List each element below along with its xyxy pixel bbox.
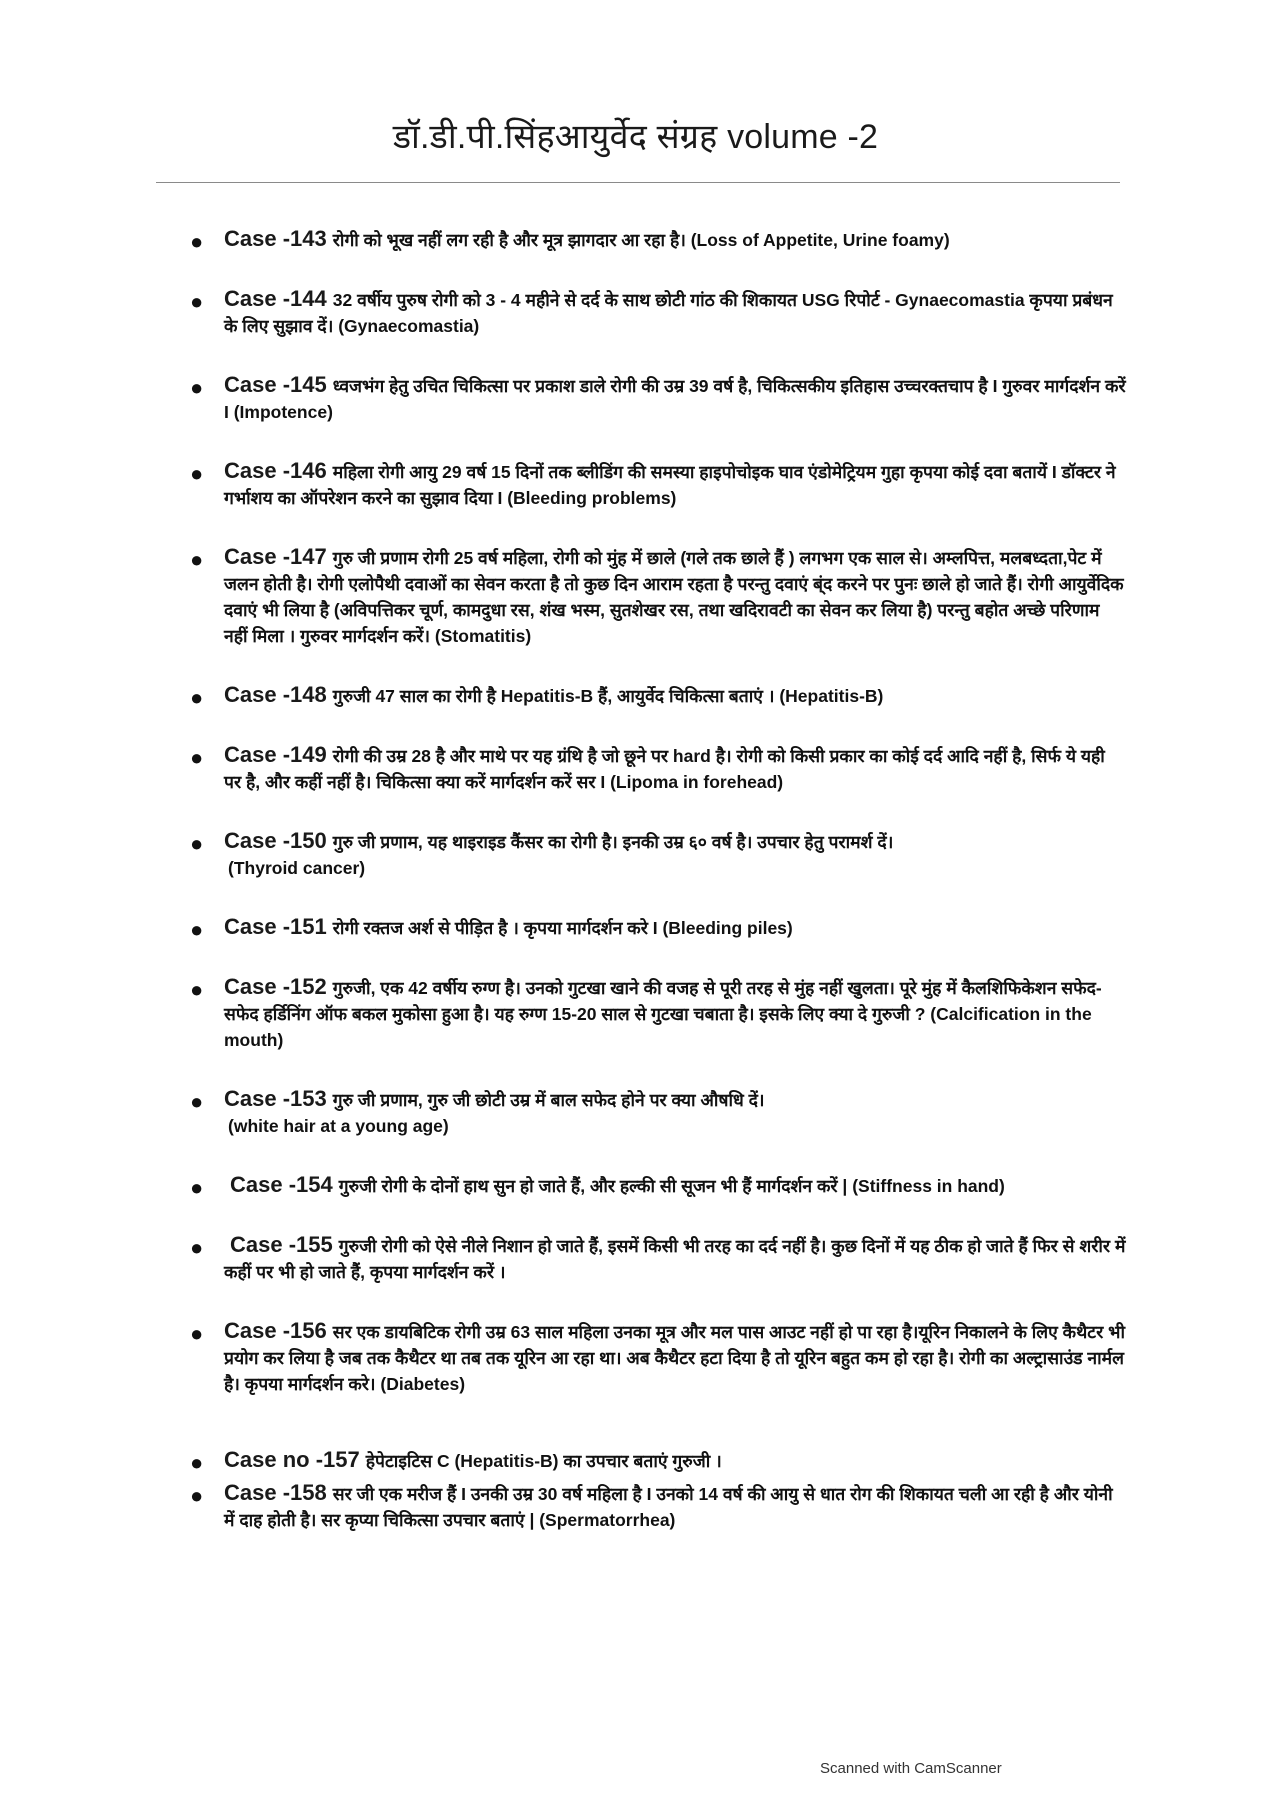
case-item — [186, 1232, 1126, 1285]
case-label: Case -150 — [224, 828, 327, 853]
case-text: रोगी रक्तज अर्श से पीड़ित है । कृपया मार्गदर्शन करे I (Bleeding piles) — [332, 918, 793, 938]
case-item — [186, 974, 1126, 1053]
case-label: Case -146 — [224, 458, 327, 483]
bullet-icon: ● — [190, 375, 204, 400]
case-item — [186, 742, 1126, 795]
case-text: ध्वजभंग हेतु उचित चिकित्सा पर प्रकाश डाले रोगी की उम्र 39 वर्ष है, चिकित्सकीय इतिहास उच्चरक्तचाप है I गुरुवर मार्गदर्शन करें I (Impotence) — [224, 376, 1126, 422]
case-text: गुरु जी प्रणाम, गुरु जी छोटी उम्र में बाल सफेद होने पर क्या औषधि दें। — [332, 1090, 765, 1110]
case-text: महिला रोगी आयु 29 वर्ष 15 दिनों तक ब्लीडिंग की समस्या हाइपोचोइक घाव एंडोमेट्रियम गुहा कृपया कोई दवा बतायें I डॉक्टर ने गर्भाशय का ऑपरेशन करने का सुझाव दिया I (Bleeding problems) — [224, 462, 1116, 508]
bullet-icon: ● — [190, 1235, 204, 1260]
case-label: Case no -157 — [224, 1447, 360, 1472]
case-item — [186, 458, 1126, 511]
bullet-icon: ● — [190, 461, 204, 486]
case-item — [186, 372, 1126, 425]
case-text: गुरुजी रोगी को ऐसे नीले निशान हो जाते हैं, इसमें किसी भी तरह का दर्द नहीं है। कुछ दिनों में यह ठीक हो जाते हैं फिर से शरीर में कहीं पर भी हो जाते हैं, कृपया मार्गदर्शन करें । — [224, 1236, 1126, 1282]
scanner-watermark: Scanned with CamScanner — [820, 1760, 1002, 1777]
case-item — [186, 1086, 1126, 1139]
case-label: Case -143 — [224, 226, 327, 251]
bullet-icon: ● — [190, 547, 204, 572]
case-text: रोगी की उम्र 28 है और माथे पर यह ग्रंथि है जो छूने पर hard है। रोगी को किसी प्रकार का कोई दर्द आदि नहीं है, सिर्फ ये यही पर है, और कहीं नहीं है। चिकित्सा क्या करें मार्गदर्शन करें सर I (Lipoma in forehead) — [224, 746, 1105, 792]
case-item — [186, 914, 1126, 941]
case-text: हेपेटाइटिस C (Hepatitis-B) का उपचार बताएं गुरुजी । — [365, 1451, 722, 1471]
bullet-icon: ● — [190, 1450, 204, 1475]
case-text: सर एक डायबिटिक रोगी उम्र 63 साल महिला उनका मूत्र और मल पास आउट नहीं हो पा रहा है।यूरिन निकालने के लिए कैथैटर भी प्रयोग कर लिया है जब तक कैथैटर था तब तक यूरिन आ रहा था। अब कैथैटर हटा दिया है तो यूरिन बहुत कम हो रहा है। रोगी का अल्ट्रासाउंड नार्मल है। कृपया मार्गदर्शन करे। (Diabetes) — [224, 1322, 1125, 1394]
case-label: Case -145 — [224, 372, 327, 397]
case-text: 32 वर्षीय पुरुष रोगी को 3 - 4 महीने से दर्द के साथ छोटी गांठ की शिकायत USG रिपोर्ट - Gynaecomastia कृपया प्रबंधन के लिए सुझाव दें। (Gynaecomastia) — [224, 290, 1113, 336]
bullet-icon: ● — [190, 229, 204, 254]
page-title: डॉ.डी.पी.सिंहआयुर्वेद संग्रह volume -2 — [392, 118, 879, 156]
case-item — [186, 828, 1126, 881]
case-item — [186, 1480, 1126, 1533]
bullet-icon: ● — [190, 1175, 204, 1200]
bullet-icon: ● — [190, 289, 204, 314]
case-label: Case -149 — [224, 742, 327, 767]
bullet-icon: ● — [190, 831, 204, 856]
case-list — [186, 226, 1126, 1566]
case-label: Case -148 — [224, 682, 327, 707]
bullet-icon: ● — [190, 1321, 204, 1346]
bullet-icon: ● — [190, 977, 204, 1002]
bullet-icon: ● — [190, 917, 204, 942]
case-item — [186, 1447, 1126, 1474]
case-item — [186, 226, 1126, 253]
case-item — [186, 286, 1126, 339]
bullet-icon: ● — [190, 1483, 204, 1508]
case-text: रोगी को भूख नहीं लग रही है और मूत्र झागदार आ रहा है। (Loss of Appetite, Urine foamy) — [332, 230, 950, 250]
case-subtext: (white hair at a young age) — [228, 1116, 449, 1136]
case-label: Case -151 — [224, 914, 327, 939]
bullet-icon: ● — [190, 1089, 204, 1114]
bullet-icon: ● — [190, 745, 204, 770]
case-text: सर जी एक मरीज हैं I उनकी उम्र 30 वर्ष महिला है I उनको 14 वर्ष की आयु से धात रोग की शिकायत चली आ रही है और योनी में दाह होती है। सर कृप्या चिकित्सा उपचार बताएं | (Spermatorrhea) — [224, 1484, 1113, 1530]
case-label: Case -158 — [224, 1480, 327, 1505]
case-item — [186, 544, 1126, 649]
case-text: गुरुजी, एक 42 वर्षीय रुग्ण है। उनको गुटखा खाने की वजह से पूरी तरह से मुंह नहीं खुलता। पूरे मुंह में कैलशिफिकेशन सफेद-सफेद हर्डिनिंग ऑफ बकल मुकोसा हुआ है। यह रुग्ण 15-20 साल से गुटखा चबाता है। इसके लिए क्या दे गुरुजी ? (Calcification in the mouth) — [224, 978, 1102, 1050]
case-label: Case -156 — [224, 1318, 327, 1343]
bullet-icon: ● — [190, 685, 204, 710]
title-divider — [156, 182, 1120, 183]
case-item — [186, 1318, 1126, 1397]
case-label: Case -154 — [230, 1172, 333, 1197]
case-subtext: (Thyroid cancer) — [228, 858, 366, 878]
case-label: Case -147 — [224, 544, 327, 569]
case-text: गुरुजी रोगी के दोनों हाथ सुन हो जाते हैं, और हल्की सी सूजन भी हैं मार्गदर्शन करें | (Stiffness in hand) — [338, 1176, 1005, 1196]
case-item — [186, 1172, 1126, 1199]
case-label: Case -144 — [224, 286, 327, 311]
case-text: गुरु जी प्रणाम रोगी 25 वर्ष महिला, रोगी को मुंह में छाले (गले तक छाले हैं ) लगभग एक साल से। अम्लपित्त, मलबध्दता,पेट में जलन होती है। रोगी एलोपैथी दवाओं का सेवन करता है तो कुछ दिन आराम रहता है परन्तु दवाएं ब्ंद करने पर पुनः छाले हो जाते हैं। रोगी आयुर्वेदिक दवाएं भी लिया है (अविपत्तिकर चूर्ण, कामदुधा रस, शंख भस्म, सुतशेखर रस, तथा खदिरावटी का सेवन कर लिया है) परन्तु बहोत अच्छे परिणाम नहीं मिला । गुरुवर मार्गदर्शन करें। (Stomatitis) — [224, 548, 1124, 646]
case-label: Case -155 — [230, 1232, 333, 1257]
case-label: Case -152 — [224, 974, 327, 999]
case-text: गुरुजी 47 साल का रोगी है Hepatitis-B हैं, आयुर्वेद चिकित्सा बताएं । (Hepatitis-B) — [332, 686, 884, 706]
case-label: Case -153 — [224, 1086, 327, 1111]
case-item — [186, 682, 1126, 709]
case-text: गुरु जी प्रणाम, यह थाइराइड कैंसर का रोगी है। इनकी उम्र ६० वर्ष है। उपचार हेतु परामर्श दें। — [332, 832, 894, 852]
